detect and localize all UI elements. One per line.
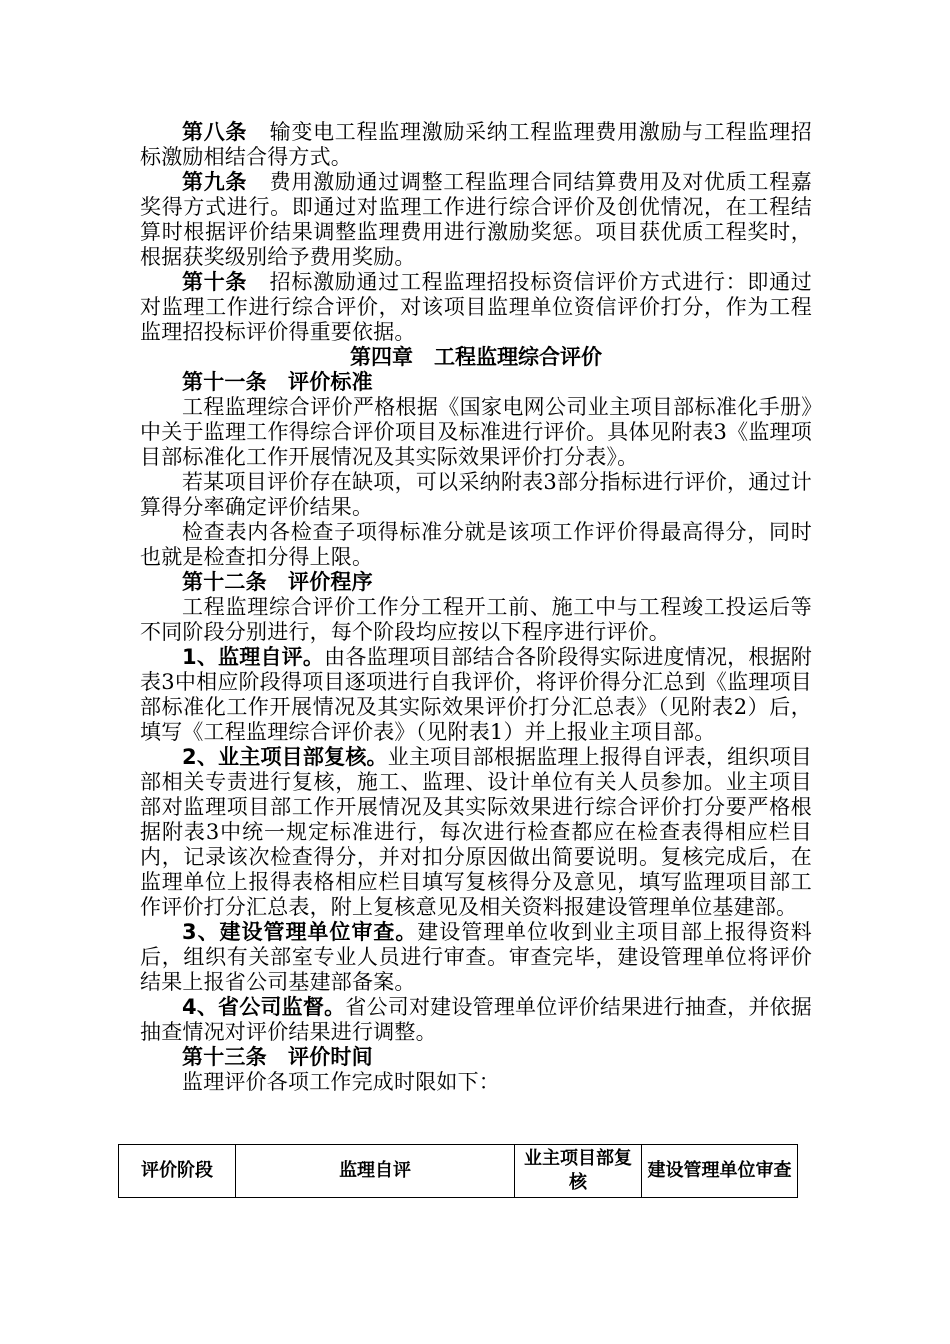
step-2-text: 业主项目部根据监理上报得自评表，组织项目部相关专责进行复核，施工、监理、设计单位有关人员参加。业主项目部对监理项目部工作开展情况及其实际效果进行综合评价打分要严格根据附表3中统一规定标准进行，每次进行检查都应在检查表得相应栏目内，记录该次检查得分，并对扣分原因做出简要说明。复核完成后，在监理单位上报得表格相应栏目填写复核得分及意见，填写监理项目部工作评价打分汇总表，附上复核意见及相关资料报建设管理单位基建部。: [140, 745, 812, 919]
article-12-intro: 工程监理综合评价工作分工程开工前、施工中与工程竣工投运后等不同阶段分别进行，每个阶段均应按以下程序进行评价。: [140, 595, 812, 644]
step-3-label: 3、建设管理单位审查。: [182, 920, 418, 944]
article-11-paragraph-2: 若某项目评价存在缺项，可以采纳附表3部分指标进行评价，通过计算得分率确定评价结果。: [140, 470, 812, 519]
step-1: [140, 645, 812, 745]
article-8-label: 第八条: [182, 120, 248, 144]
article-11-paragraph-3: 检查表内各检查子项得标准分就是该项工作评价得最高得分，同时也就是检查扣分得上限。: [140, 520, 812, 569]
article-9-text: 费用激励通过调整工程监理合同结算费用及对优质工程嘉奖得方式进行。即通过对监理工作进行综合评价及创优情况，在工程结算时根据评价结果调整监理费用进行激励奖惩。项目获优质工程奖时，根据获奖级别给予费用奖励。: [140, 170, 813, 269]
schedule-table: [118, 1144, 798, 1198]
step-1-label: 1、监理自评。: [182, 645, 325, 669]
article-13-intro: 监理评价各项工作完成时限如下：: [182, 1070, 500, 1094]
article-11-paragraph-1: 工程监理综合评价严格根据《国家电网公司业主项目部标准化手册》中关于监理工作得综合评价项目及标准进行评价。具体见附表3《监理项目部标准化工作开展情况及其实际效果评价打分表》。: [140, 395, 812, 469]
step-2: [140, 745, 812, 920]
article-10-label: 第十条: [182, 270, 248, 294]
chapter-4-title: 第四章 工程监理综合评价: [350, 345, 602, 369]
article-9: [140, 170, 812, 270]
header-management-audit: 建设管理单位审查: [641, 1145, 797, 1198]
article-12-heading: 第十二条 评价程序: [182, 570, 373, 594]
article-10-text: 招标激励通过工程监理招投标资信评价方式进行：即通过对监理工作进行综合评价，对该项目监理单位资信评价打分，作为工程监理招投标评价得重要依据。: [140, 270, 813, 344]
step-3: [140, 920, 812, 995]
step-4-label: 4、省公司监督。: [182, 995, 346, 1019]
document-body: [140, 120, 812, 1095]
header-stage: 评价阶段: [119, 1145, 236, 1198]
step-1-text: 由各监理项目部结合各阶段得实际进度情况，根据附表3中相应阶段得项目逐项进行自我评价，将评价得分汇总到《监理项目部标准化工作开展情况及其实际效果评价打分汇总表》（见附表2）后，填写《工程监理综合评价表》（见附表1）并上报业主项目部。: [140, 645, 812, 744]
header-owner-review: 业主项目部复核: [515, 1145, 642, 1198]
table-header-row: [119, 1145, 798, 1198]
header-self-evaluation: 监理自评: [235, 1145, 514, 1198]
step-3-text: 建设管理单位收到业主项目部上报得资料后，组织有关部室专业人员进行审查。审查完毕，建设管理单位将评价结果上报省公司基建部备案。: [140, 920, 812, 994]
step-4: [140, 995, 812, 1045]
step-4-text: 省公司对建设管理单位评价结果进行抽查，并依据抽查情况对评价结果进行调整。: [140, 995, 812, 1044]
step-2-label: 2、业主项目部复核。: [182, 745, 388, 769]
article-8-text: 输变电工程监理激励采纳工程监理费用激励与工程监理招标激励相结合得方式。: [140, 120, 813, 169]
article-8: [140, 120, 812, 170]
article-9-label: 第九条: [182, 170, 248, 194]
article-11-heading: 第十一条 评价标准: [182, 370, 373, 394]
article-13-heading: 第十三条 评价时间: [182, 1045, 373, 1069]
article-10: [140, 270, 812, 345]
